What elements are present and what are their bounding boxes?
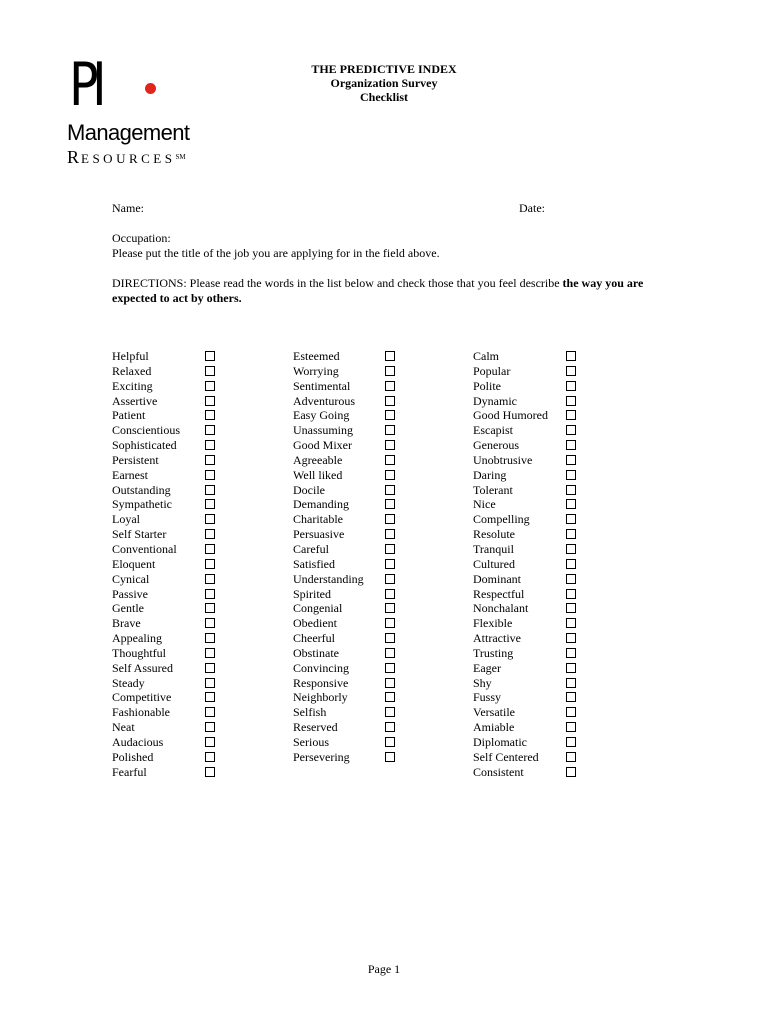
checklist-word: Exciting — [112, 378, 153, 393]
checkbox[interactable] — [385, 707, 395, 717]
checklist-word: Esteemed — [293, 349, 340, 363]
checkbox[interactable] — [205, 455, 215, 465]
checkbox[interactable] — [385, 529, 395, 539]
checklist-word: Dynamic — [473, 393, 517, 408]
checkbox[interactable] — [385, 485, 395, 495]
checklist-word: Shy — [473, 675, 492, 690]
checklist-word: Convincing — [293, 660, 349, 675]
checklist-word: Neat — [112, 720, 135, 735]
checklist-word: Demanding — [293, 497, 349, 512]
checkbox[interactable] — [385, 737, 395, 747]
checkbox[interactable] — [385, 499, 395, 509]
document-subtitle: Organization Survey — [330, 76, 438, 90]
logo-service-mark: SM — [175, 153, 186, 161]
directions-emphasis: the way you are expected to act by others. — [112, 276, 644, 305]
checkbox[interactable] — [566, 707, 576, 717]
logo-pi-text: PI — [69, 50, 101, 120]
checkbox[interactable] — [205, 663, 215, 673]
checkbox[interactable] — [205, 440, 215, 450]
checkbox[interactable] — [385, 396, 395, 406]
logo-resources-initial: R — [67, 147, 82, 167]
checklist-word: Eloquent — [112, 556, 156, 571]
checkbox[interactable] — [205, 470, 215, 480]
checkbox[interactable] — [385, 692, 395, 702]
checklist-word: Conventional — [112, 541, 177, 556]
checkbox[interactable] — [205, 752, 215, 762]
checklist-word: Responsive — [293, 675, 349, 690]
checkbox[interactable] — [566, 470, 576, 480]
checklist-word: Fussy — [473, 690, 502, 705]
checkbox[interactable] — [205, 529, 215, 539]
checklist-word: Neighborly — [293, 690, 348, 705]
checkbox[interactable] — [385, 470, 395, 480]
checkbox[interactable] — [205, 589, 215, 599]
checklist-word: Appealing — [112, 631, 162, 646]
checkbox[interactable] — [385, 603, 395, 613]
checklist-word: Agreeable — [293, 452, 343, 467]
checklist-word: Daring — [473, 467, 507, 482]
occupation-field-label[interactable]: Occupation: — [112, 231, 171, 245]
checkbox[interactable] — [566, 559, 576, 569]
checkbox[interactable] — [566, 485, 576, 495]
checkbox[interactable] — [205, 351, 215, 361]
checkbox[interactable] — [385, 589, 395, 599]
checklist-word: Compelling — [473, 512, 530, 527]
checkbox[interactable] — [205, 633, 215, 643]
checkbox[interactable] — [566, 574, 576, 584]
checkbox[interactable] — [205, 485, 215, 495]
directions-text — [112, 276, 672, 306]
checklist-word: Conscientious — [112, 423, 180, 438]
checklist-word: Generous — [473, 438, 519, 453]
checklist-word: Unassuming — [293, 423, 353, 438]
checkbox[interactable] — [566, 648, 576, 658]
checklist-word: Earnest — [112, 467, 148, 482]
checklist-word: Fearful — [112, 764, 147, 779]
checkbox[interactable] — [385, 752, 395, 762]
checkbox[interactable] — [205, 603, 215, 613]
checklist-word: Helpful — [112, 349, 149, 363]
checklist-word: Audacious — [112, 734, 164, 749]
checklist-word: Steady — [112, 675, 145, 690]
checkbox[interactable] — [566, 440, 576, 450]
checkbox[interactable] — [385, 678, 395, 688]
checkbox[interactable] — [205, 767, 215, 777]
checklist-word: Understanding — [293, 571, 364, 586]
checkbox[interactable] — [205, 574, 215, 584]
logo-resources-text — [67, 149, 186, 167]
checkbox[interactable] — [566, 737, 576, 747]
checkbox[interactable] — [566, 455, 576, 465]
checkbox[interactable] — [385, 514, 395, 524]
checkbox[interactable] — [566, 544, 576, 554]
checklist-word: Polished — [112, 749, 154, 764]
checklist-word: Well liked — [293, 467, 343, 482]
checkbox[interactable] — [566, 663, 576, 673]
checklist-word: Respectful — [473, 586, 525, 601]
checklist-word: Polite — [473, 378, 502, 393]
checkbox[interactable] — [566, 499, 576, 509]
checklist-word: Worrying — [293, 363, 339, 378]
checklist-word: Popular — [473, 363, 511, 378]
checklist-word: Sophisticated — [112, 438, 177, 453]
checkbox[interactable] — [205, 514, 215, 524]
checklist-word: Tranquil — [473, 541, 514, 556]
checklist-word: Obstinate — [293, 645, 339, 660]
checklist-word: Persistent — [112, 452, 159, 467]
checklist-word: Obedient — [293, 616, 337, 631]
checklist-word: Calm — [473, 349, 499, 363]
checkbox[interactable] — [566, 589, 576, 599]
checklist-word: Trusting — [473, 645, 514, 660]
checklist-word: Competitive — [112, 690, 172, 705]
name-field-label[interactable]: Name: — [112, 201, 144, 215]
checklist-word: Escapist — [473, 423, 513, 438]
directions-lead: DIRECTIONS: Please read the words in the list below and check those that you feel describe — [112, 276, 563, 290]
checkbox[interactable] — [385, 440, 395, 450]
checklist-word: Self Starter — [112, 527, 167, 542]
checklist-word: Thoughtful — [112, 645, 166, 660]
checklist-word: Loyal — [112, 512, 140, 527]
checkbox[interactable] — [566, 603, 576, 613]
checklist-word: Fashionable — [112, 705, 170, 720]
checklist-word: Nice — [473, 497, 496, 512]
checkbox[interactable] — [566, 633, 576, 643]
checklist-word: Versatile — [473, 705, 515, 720]
checkbox[interactable] — [385, 618, 395, 628]
document-subtitle-checklist: Checklist — [360, 90, 408, 104]
document-title: THE PREDICTIVE INDEX — [311, 62, 457, 76]
checkbox[interactable] — [205, 722, 215, 732]
checkbox[interactable] — [205, 737, 215, 747]
checkbox[interactable] — [385, 366, 395, 376]
checklist-word: Self Centered — [473, 749, 539, 764]
checklist-word: Spirited — [293, 586, 331, 601]
page-number: Page 1 — [367, 962, 401, 976]
checklist-word: Selfish — [293, 705, 327, 720]
checklist-word: Cultured — [473, 556, 515, 571]
checklist-word: Brave — [112, 616, 141, 631]
checkbox[interactable] — [205, 499, 215, 509]
checklist-word: Self Assured — [112, 660, 173, 675]
occupation-hint: Please put the title of the job you are applying for in the field above. — [112, 246, 440, 260]
checkbox[interactable] — [566, 366, 576, 376]
checklist-word: Adventurous — [293, 393, 355, 408]
checkbox[interactable] — [205, 425, 215, 435]
checkbox[interactable] — [566, 529, 576, 539]
checkbox[interactable] — [566, 410, 576, 420]
checklist-word: Cynical — [112, 571, 150, 586]
checklist-word: Docile — [293, 482, 325, 497]
checklist-word: Diplomatic — [473, 734, 527, 749]
checklist-word: Eager — [473, 660, 501, 675]
checkbox[interactable] — [566, 425, 576, 435]
checklist-word: Patient — [112, 408, 146, 423]
checklist-word: Outstanding — [112, 482, 171, 497]
checkbox[interactable] — [385, 455, 395, 465]
checklist-word: Charitable — [293, 512, 343, 527]
checkbox[interactable] — [385, 648, 395, 658]
checkbox[interactable] — [205, 366, 215, 376]
checklist-word: Sentimental — [293, 378, 351, 393]
checkbox[interactable] — [385, 381, 395, 391]
checkbox[interactable] — [385, 633, 395, 643]
checklist-word: Satisfied — [293, 556, 335, 571]
checkbox[interactable] — [566, 514, 576, 524]
checklist-word: Congenial — [293, 601, 343, 616]
checkbox[interactable] — [205, 618, 215, 628]
checkbox[interactable] — [566, 678, 576, 688]
checkbox[interactable] — [385, 574, 395, 584]
checklist-word: Persevering — [293, 749, 350, 764]
checkbox[interactable] — [205, 692, 215, 702]
checkbox[interactable] — [205, 410, 215, 420]
checkbox[interactable] — [566, 351, 576, 361]
checkbox[interactable] — [205, 381, 215, 391]
checklist-word: Serious — [293, 734, 329, 749]
date-field-label[interactable]: Date: — [519, 201, 545, 215]
checkbox[interactable] — [205, 648, 215, 658]
checklist-word: Tolerant — [473, 482, 513, 497]
checklist-word: Good Mixer — [293, 438, 352, 453]
checklist-word: Flexible — [473, 616, 513, 631]
checklist-word: Dominant — [473, 571, 521, 586]
checklist-word: Consistent — [473, 764, 524, 779]
checkbox[interactable] — [205, 559, 215, 569]
checklist-word: Easy Going — [293, 408, 350, 423]
checklist-word: Reserved — [293, 720, 338, 735]
checklist-word: Attractive — [473, 631, 521, 646]
checklist-word: Sympathetic — [112, 497, 172, 512]
checklist-word: Relaxed — [112, 363, 152, 378]
checkbox[interactable] — [385, 722, 395, 732]
checkbox[interactable] — [385, 559, 395, 569]
logo-red-dot — [145, 83, 156, 94]
checklist-word: Good Humored — [473, 408, 548, 423]
checkbox[interactable] — [566, 767, 576, 777]
checkbox[interactable] — [566, 722, 576, 732]
checkbox[interactable] — [385, 663, 395, 673]
checkbox[interactable] — [205, 707, 215, 717]
checklist-word: Cheerful — [293, 631, 335, 646]
checklist-word: Nonchalant — [473, 601, 529, 616]
checkbox[interactable] — [385, 410, 395, 420]
checkbox[interactable] — [205, 396, 215, 406]
checkbox[interactable] — [566, 692, 576, 702]
checkbox[interactable] — [205, 678, 215, 688]
checklist-word: Persuasive — [293, 527, 345, 542]
checklist-word: Assertive — [112, 393, 158, 408]
checkbox[interactable] — [385, 425, 395, 435]
checkbox[interactable] — [566, 396, 576, 406]
checkbox[interactable] — [566, 618, 576, 628]
checklist-word: Gentle — [112, 601, 144, 616]
logo-resources-rest: ESOURCES — [81, 151, 176, 166]
checkbox[interactable] — [385, 544, 395, 554]
checklist-word: Resolute — [473, 527, 515, 542]
checkbox[interactable] — [385, 351, 395, 361]
document-header — [284, 62, 484, 104]
checkbox[interactable] — [566, 381, 576, 391]
checkbox[interactable] — [205, 544, 215, 554]
logo-management-text: Management — [67, 120, 190, 145]
checklist-word: Unobtrusive — [473, 452, 533, 467]
checklist-word: Careful — [293, 541, 329, 556]
checklist-word: Amiable — [473, 720, 515, 735]
checklist-word: Passive — [112, 586, 148, 601]
checkbox[interactable] — [566, 752, 576, 762]
company-logo — [66, 50, 206, 170]
